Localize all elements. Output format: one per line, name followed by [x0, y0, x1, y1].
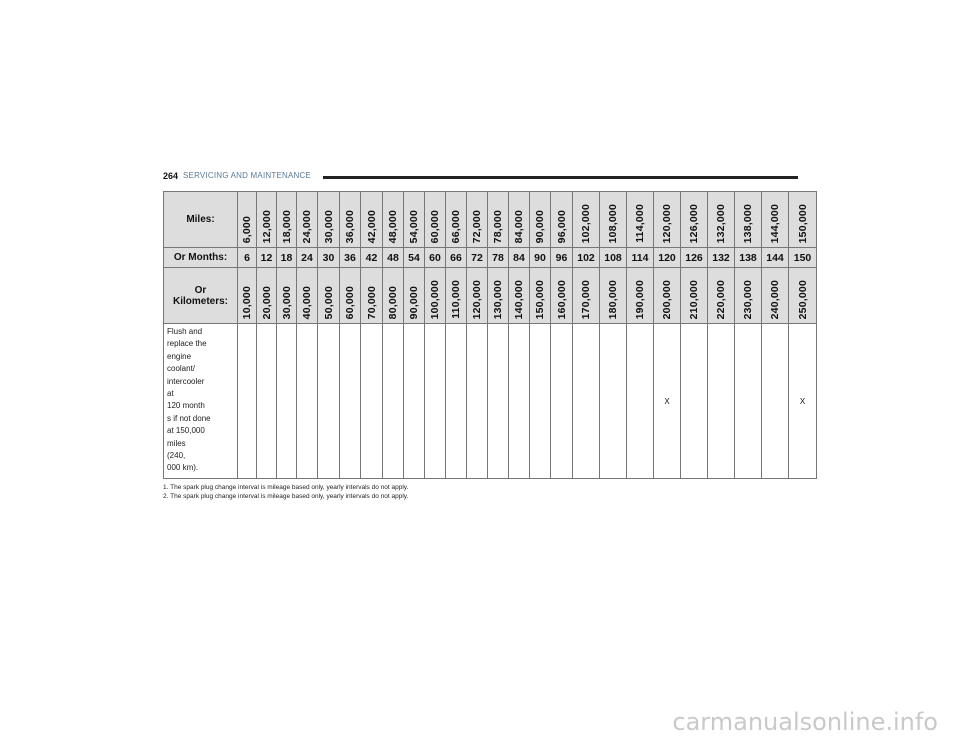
task-line: Flush and — [167, 327, 203, 336]
miles-cell — [681, 192, 708, 248]
miles-cell — [404, 192, 425, 248]
kilometers-value: 200,000 — [661, 279, 673, 319]
miles-cell — [551, 192, 573, 248]
miles-value: 36,000 — [344, 209, 356, 243]
miles-value: 114,000 — [634, 204, 646, 243]
kilometers-value: 80,000 — [387, 285, 399, 319]
months-cell: 48 — [383, 248, 404, 268]
months-cell: 126 — [681, 248, 708, 268]
months-cell: 90 — [530, 248, 551, 268]
footnote-1: 1. The spark plug change interval is mileage based only, yearly intervals do not apply. — [163, 484, 409, 491]
service-mark-cell — [467, 324, 488, 479]
kilometers-cell — [361, 268, 383, 324]
months-cell: 96 — [551, 248, 573, 268]
months-label: Or Months: — [164, 248, 238, 268]
miles-cell — [509, 192, 530, 248]
miles-cell — [446, 192, 467, 248]
miles-cell — [488, 192, 509, 248]
maintenance-schedule-table — [163, 191, 817, 479]
kilometers-cell — [257, 268, 277, 324]
kilometers-value: 150,000 — [534, 279, 546, 319]
miles-value: 72,000 — [471, 209, 483, 243]
kilometers-cell — [708, 268, 735, 324]
service-mark-cell — [762, 324, 789, 479]
months-cell: 138 — [735, 248, 762, 268]
miles-value: 138,000 — [742, 203, 754, 243]
task-row — [164, 324, 817, 479]
task-line: at 150,000 — [167, 426, 205, 436]
service-mark-cell — [318, 324, 340, 479]
kilometers-value: 30,000 — [280, 285, 293, 319]
miles-value: 48,000 — [387, 209, 399, 243]
kilometers-value: 230,000 — [742, 279, 754, 319]
footnotes — [163, 484, 408, 501]
months-row — [164, 248, 817, 268]
kilometers-value: 110,000 — [450, 280, 462, 319]
months-cell: 60 — [425, 248, 446, 268]
miles-value: 108,000 — [607, 203, 619, 243]
miles-cell — [735, 192, 762, 248]
kilometers-value: 140,000 — [513, 279, 525, 319]
task-line: engine — [167, 351, 192, 361]
kilometers-cell — [789, 268, 817, 324]
months-cell: 102 — [573, 248, 600, 268]
months-cell: 36 — [340, 248, 361, 268]
miles-value: 30,000 — [322, 209, 335, 243]
service-mark-cell — [425, 324, 446, 479]
footnote-2: 2. The spark plug change interval is mileage based only, yearly intervals do not apply. — [163, 492, 409, 500]
kilometers-cell — [404, 268, 425, 324]
miles-cell — [600, 192, 627, 248]
kilometers-cell — [383, 268, 404, 324]
task-line: 120 month — [167, 401, 205, 411]
miles-value: 96,000 — [555, 209, 568, 243]
task-line: replace the — [167, 339, 207, 349]
months-cell: 132 — [708, 248, 735, 268]
kilometers-cell — [297, 268, 318, 324]
service-mark-cell — [530, 324, 551, 479]
kilometers-value: 40,000 — [301, 285, 313, 319]
task-line: miles — [167, 438, 186, 448]
miles-cell — [340, 192, 361, 248]
months-cell: 144 — [762, 248, 789, 268]
miles-value: 126,000 — [688, 203, 700, 243]
kilometers-value: 100,000 — [429, 279, 441, 319]
service-mark-cell — [404, 324, 425, 479]
kilometers-cell — [654, 268, 681, 324]
miles-label: Miles: — [164, 192, 238, 248]
kilometers-value: 130,000 — [492, 279, 504, 319]
kilometers-cell — [509, 268, 530, 324]
miles-value: 60,000 — [429, 209, 441, 243]
service-mark-cell — [509, 324, 530, 479]
miles-cell — [277, 192, 297, 248]
kilometers-cell — [627, 268, 654, 324]
service-mark-cell: X — [789, 324, 817, 479]
service-mark-cell — [277, 324, 297, 479]
miles-value: 144,000 — [769, 203, 781, 243]
kilometers-value: 180,000 — [607, 279, 619, 319]
page-number: 264 — [163, 171, 179, 181]
months-cell: 114 — [627, 248, 654, 268]
service-mark-cell — [446, 324, 467, 479]
miles-cell — [789, 192, 817, 248]
miles-value: 102,000 — [580, 203, 592, 243]
months-cell: 120 — [654, 248, 681, 268]
kilometers-cell — [551, 268, 573, 324]
service-mark-cell — [488, 324, 509, 479]
miles-value: 78,000 — [492, 209, 504, 243]
service-mark-cell — [340, 324, 361, 479]
service-mark-cell — [735, 324, 762, 479]
service-mark-cell — [600, 324, 627, 479]
miles-value: 12,000 — [260, 209, 273, 243]
service-mark-cell: X — [654, 324, 681, 479]
months-cell: 18 — [277, 248, 297, 268]
kilometers-value: 70,000 — [365, 285, 378, 319]
kilometers-value: 20,000 — [260, 285, 273, 319]
months-cell: 72 — [467, 248, 488, 268]
task-line: s if not done — [167, 413, 211, 423]
miles-cell — [383, 192, 404, 248]
service-mark-cell — [627, 324, 654, 479]
kilometers-value: 220,000 — [715, 279, 727, 319]
kilometers-cell — [530, 268, 551, 324]
months-cell: 84 — [509, 248, 530, 268]
miles-value: 66,000 — [450, 209, 462, 243]
kilometers-row — [164, 268, 817, 324]
months-cell: 30 — [318, 248, 340, 268]
service-mark-cell — [297, 324, 318, 479]
miles-cell — [530, 192, 551, 248]
kilometers-value: 10,000 — [241, 285, 253, 319]
kilometers-cell — [238, 268, 257, 324]
miles-value: 90,000 — [534, 209, 546, 243]
miles-value: 24,000 — [301, 209, 313, 243]
service-mark-cell — [257, 324, 277, 479]
miles-cell — [654, 192, 681, 248]
miles-cell — [708, 192, 735, 248]
kilometers-cell — [425, 268, 446, 324]
miles-cell — [627, 192, 654, 248]
service-mark-cell — [551, 324, 573, 479]
miles-cell — [573, 192, 600, 248]
kilometers-value: 160,000 — [555, 279, 568, 319]
kilometers-label — [164, 268, 238, 324]
service-mark-cell — [708, 324, 735, 479]
months-cell: 54 — [404, 248, 425, 268]
task-description — [164, 324, 238, 479]
service-mark-cell — [361, 324, 383, 479]
miles-value: 6,000 — [241, 215, 253, 243]
miles-value: 132,000 — [715, 203, 727, 243]
kilometers-cell — [600, 268, 627, 324]
service-mark-cell — [573, 324, 600, 479]
months-cell: 6 — [238, 248, 257, 268]
kilometers-label-line-1: Or — [194, 284, 207, 296]
months-cell: 150 — [789, 248, 817, 268]
miles-cell — [762, 192, 789, 248]
months-cell: 78 — [488, 248, 509, 268]
task-line: intercooler — [167, 376, 205, 386]
miles-value: 84,000 — [513, 209, 525, 243]
task-line: (240, — [167, 451, 186, 461]
months-cell: 24 — [297, 248, 318, 268]
miles-cell — [361, 192, 383, 248]
miles-cell — [467, 192, 488, 248]
miles-cell — [425, 192, 446, 248]
miles-value: 54,000 — [408, 209, 420, 243]
watermark: carmanualsonline.info — [672, 708, 938, 736]
kilometers-label-line-2: Kilometers: — [172, 295, 228, 307]
kilometers-cell — [446, 268, 467, 324]
kilometers-value: 190,000 — [634, 279, 646, 319]
months-cell: 108 — [600, 248, 627, 268]
kilometers-cell — [340, 268, 361, 324]
kilometers-value: 50,000 — [322, 285, 335, 319]
task-line: at — [167, 389, 174, 399]
kilometers-cell — [735, 268, 762, 324]
service-mark-cell — [383, 324, 404, 479]
kilometers-value: 250,000 — [796, 279, 809, 319]
kilometers-value: 170,000 — [580, 279, 592, 319]
miles-value: 18,000 — [280, 209, 293, 243]
kilometers-value: 210,000 — [688, 279, 700, 319]
kilometers-value: 60,000 — [344, 285, 356, 319]
kilometers-cell — [762, 268, 789, 324]
miles-cell — [297, 192, 318, 248]
miles-cell — [238, 192, 257, 248]
kilometers-cell — [488, 268, 509, 324]
kilometers-value: 90,000 — [408, 285, 420, 319]
miles-value: 42,000 — [365, 209, 378, 243]
service-mark-cell — [681, 324, 708, 479]
task-line: 000 km). — [167, 463, 199, 473]
miles-cell — [318, 192, 340, 248]
service-mark-cell — [238, 324, 257, 479]
miles-row — [164, 192, 817, 248]
miles-cell — [257, 192, 277, 248]
months-cell: 66 — [446, 248, 467, 268]
kilometers-cell — [318, 268, 340, 324]
task-line: coolant/ — [167, 364, 196, 374]
kilometers-cell — [277, 268, 297, 324]
page-header — [163, 171, 798, 185]
kilometers-cell — [573, 268, 600, 324]
kilometers-value: 120,000 — [471, 279, 483, 319]
months-cell: 42 — [361, 248, 383, 268]
miles-value: 120,000 — [661, 203, 673, 243]
kilometers-cell — [467, 268, 488, 324]
kilometers-value: 240,000 — [769, 279, 781, 319]
kilometers-cell — [681, 268, 708, 324]
months-cell: 12 — [257, 248, 277, 268]
miles-value: 150,000 — [796, 203, 809, 243]
header-rule — [323, 176, 798, 179]
section-title: SERVICING AND MAINTENANCE — [183, 171, 311, 180]
